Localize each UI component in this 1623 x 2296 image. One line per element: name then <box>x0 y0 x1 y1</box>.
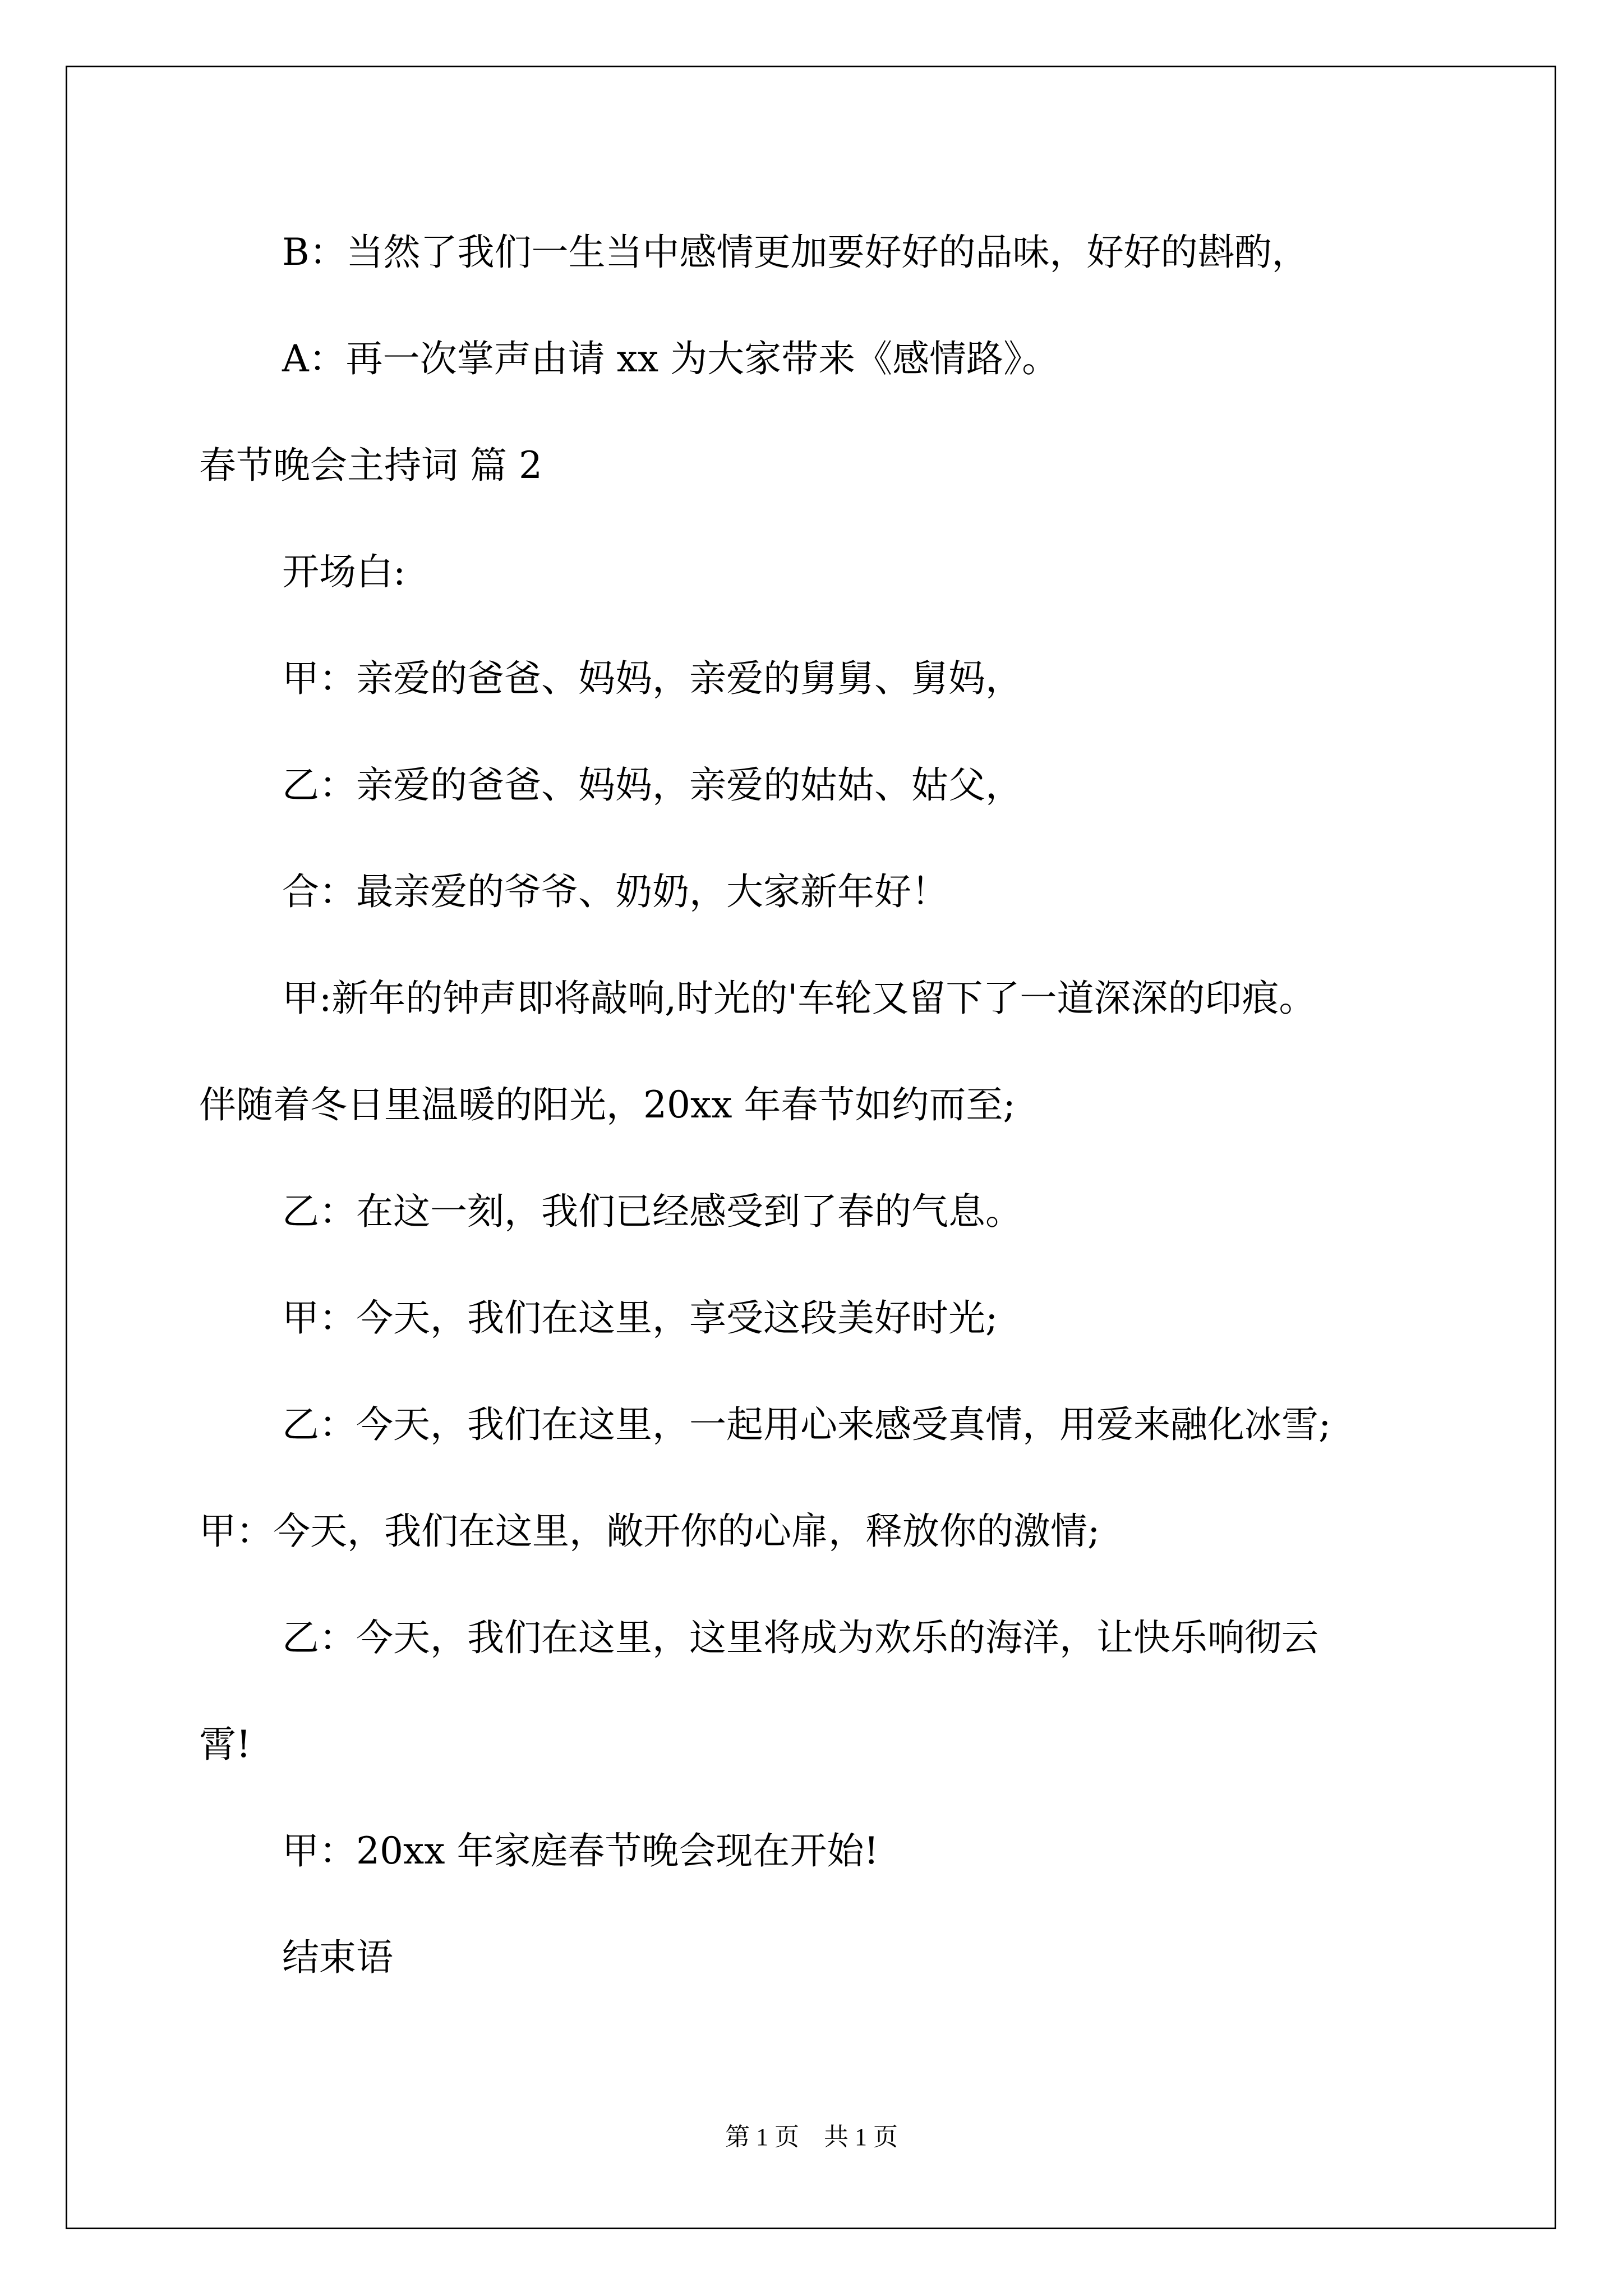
text-line-6: 乙：亲爱的爸爸、妈妈，亲爱的姑姑、姑父， <box>282 763 1022 807</box>
section-heading: 春节晚会主持词 篇 2 <box>199 444 542 487</box>
page-number-footer: 第 1 页 共 1 页 <box>725 2123 898 2151</box>
text-line-opening: 开场白: <box>282 550 406 593</box>
text-line-1: B：当然了我们一生当中感情更加要好好的品味，好好的斟酌， <box>282 231 1309 274</box>
text-line-2: A：再一次掌声由请 xx 为大家带来《感情路》。 <box>282 337 1059 380</box>
text-line-16: 甲：20xx 年家庭春节晚会现在开始! <box>282 1829 879 1872</box>
text-line-12: 乙：今天，我们在这里，一起用心来感受真情，用爱来融化冰雪; <box>282 1403 1331 1446</box>
text-line-14: 乙：今天，我们在这里，这里将成为欢乐的海洋，让快乐响彻云 <box>282 1616 1318 1659</box>
text-line-7: 合：最亲爱的爷爷、奶奶，大家新年好！ <box>282 870 948 913</box>
text-line-13: 甲：今天，我们在这里，敞开你的心扉，释放你的激情; <box>199 1510 1100 1553</box>
text-line-closing: 结束语 <box>282 1936 393 1979</box>
text-line-9: 伴随着冬日里温暖的阳光，20xx 年春节如约而至; <box>199 1083 1016 1126</box>
text-line-5: 甲：亲爱的爸爸、妈妈，亲爱的舅舅、舅妈， <box>282 657 1022 700</box>
text-line-11: 甲：今天，我们在这里，享受这段美好时光; <box>282 1296 998 1340</box>
text-line-8: 甲:新年的钟声即将敲响,时光的'车轮又留下了一道深深的印痕。 <box>282 977 1316 1020</box>
text-line-10: 乙：在这一刻，我们已经感受到了春的气息。 <box>282 1190 1022 1233</box>
text-line-15: 霄! <box>199 1723 251 1766</box>
page-frame <box>66 66 1556 2229</box>
